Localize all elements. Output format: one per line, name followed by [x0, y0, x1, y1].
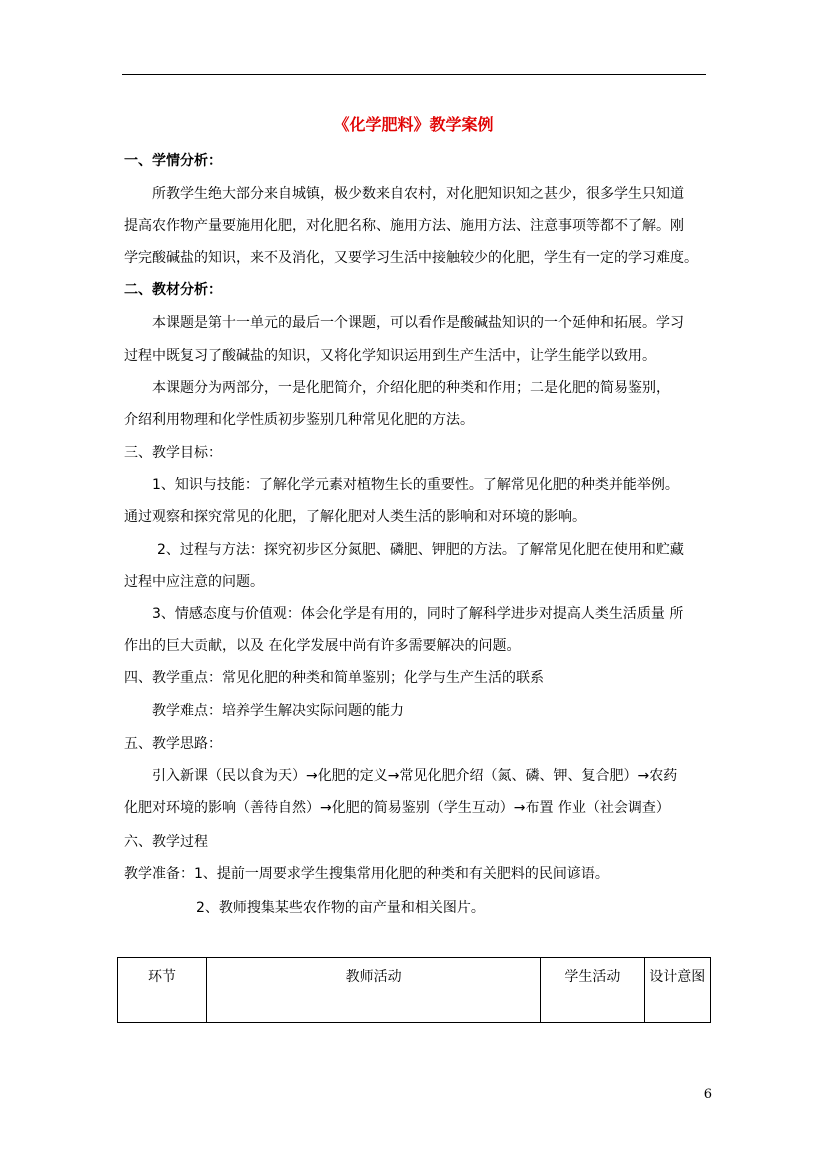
paragraph-line: 1、知识与技能：了解化学元素对植物生长的重要性。了解常见化肥的种类并能举例。 — [152, 477, 679, 493]
paragraph-line: 3、情感态度与价值观：体会化学是有用的，同时了解科学进步对提高人类生活质量 所 — [152, 606, 684, 622]
paragraph-line: 本课题是第十一单元的最后一个课题，可以看作是酸碱盐知识的一个延伸和拓展。学习 — [152, 315, 684, 331]
table-header-cell: 环节 — [118, 958, 207, 1023]
paragraph-line: 作出的巨大贡献，以及 在化学发展中尚有许多需要解决的问题。 — [124, 638, 521, 654]
paragraph-line: 教学准备：1、提前一周要求学生搜集常用化肥的种类和有关肥料的民间谚语。 — [124, 866, 609, 882]
section-heading-learner-analysis: 一、学情分析： — [124, 153, 222, 169]
section-heading-teaching-process: 六、教学过程 — [124, 834, 208, 850]
section-heading-teaching-goals: 三、教学目标： — [124, 445, 222, 461]
paragraph-line: 化肥对环境的影响（善待自然）→化肥的简易鉴别（学生互动）→布置 作业（社会调查） — [124, 800, 670, 816]
paragraph-line: 过程中既复习了酸碱盐的知识，又将化学知识运用到生产生活中，让学生能学以致用。 — [124, 348, 656, 364]
paragraph-line: 学完酸碱盐的知识，来不及消化，又要学习生活中接触较少的化肥，学生有一定的学习难度。 — [124, 250, 698, 266]
section-heading-material-analysis: 二、教材分析： — [124, 282, 222, 298]
paragraph-line: 引入新课（民以食为天）→化肥的定义→常见化肥介绍（氮、磷、钾、复合肥）→农药 — [152, 768, 678, 784]
paragraph-line: 介绍利用物理和化学性质初步鉴别几种常见化肥的方法。 — [124, 412, 474, 428]
paragraph-line: 提高农作物产量要施用化肥，对化肥名称、施用方法、施用方法、注意事项等都不了解。刚 — [124, 218, 684, 234]
table-header-row — [118, 958, 711, 1023]
paragraph-line: 通过观察和探究常见的化肥，了解化肥对人类生活的影响和对环境的影响。 — [124, 509, 586, 525]
table-header-cell: 学生活动 — [541, 958, 644, 1023]
table-header-cell: 设计意图 — [644, 958, 710, 1023]
lesson-plan-table — [117, 957, 711, 1023]
header-rule — [122, 74, 706, 75]
paragraph-line: 2、过程与方法：探究初步区分氮肥、磷肥、钾肥的方法。了解常见化肥在使用和贮藏 — [157, 542, 684, 558]
paragraph-line: 本课题分为两部分，一是化肥简介，介绍化肥的种类和作用；二是化肥的简易鉴别， — [152, 380, 670, 396]
section-heading-key-points: 四、教学重点：常见化肥的种类和简单鉴别；化学与生产生活的联系 — [124, 670, 544, 686]
section-heading-teaching-approach: 五、教学思路： — [124, 736, 222, 752]
paragraph-line: 2、教师搜集某些农作物的亩产量和相关图片。 — [196, 900, 485, 916]
document-title: 《化学肥料》教学案例 — [333, 115, 494, 134]
paragraph-line: 所教学生绝大部分来自城镇，极少数来自农村，对化肥知识知之甚少，很多学生只知道 — [152, 186, 684, 202]
table-header-cell: 教师活动 — [206, 958, 540, 1023]
paragraph-line: 教学难点：培养学生解决实际问题的能力 — [152, 703, 404, 719]
paragraph-line: 过程中应注意的问题。 — [124, 574, 264, 590]
page-number: 6 — [703, 1087, 712, 1102]
